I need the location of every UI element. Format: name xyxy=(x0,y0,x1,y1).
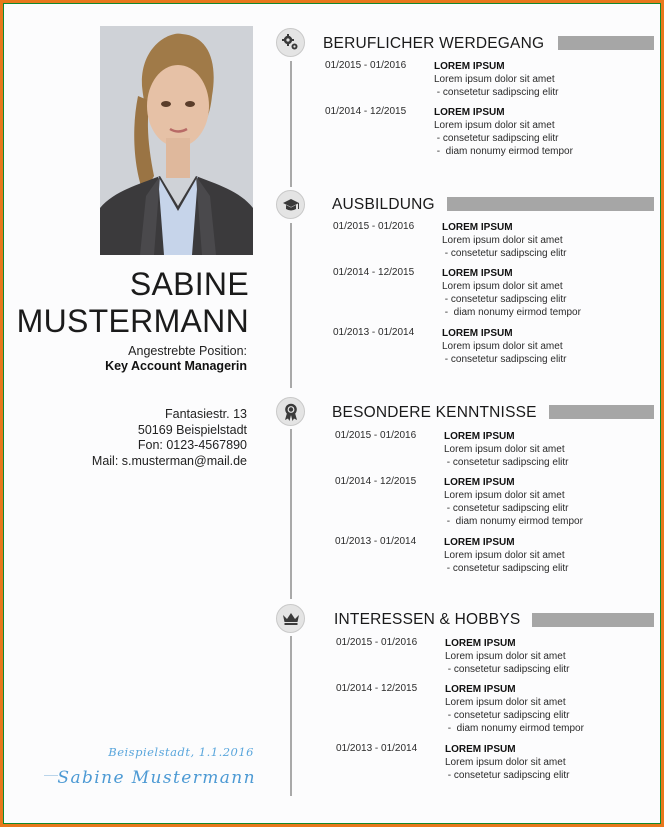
entry-line: Lorem ipsum dolor sit amet xyxy=(444,444,565,455)
entry-line: - diam nonumy eirmod tempor xyxy=(445,723,584,734)
entry-line: - consetetur sadipscing elitr xyxy=(444,563,569,574)
entry-line: - consetetur sadipscing elitr xyxy=(434,87,559,98)
entry-date: 01/2014 - 12/2015 xyxy=(336,683,418,694)
entry-date: 01/2015 - 01/2016 xyxy=(336,637,418,648)
resume-page xyxy=(4,4,660,823)
entry-line: - diam nonumy eirmod tempor xyxy=(444,516,583,527)
phone: Fon: 0123-4567890 xyxy=(137,438,247,452)
signature-place-date: Beispielstadt, 1.1.2016 xyxy=(108,745,254,759)
entry-title: LOREM IPSUM xyxy=(445,684,516,695)
entry-date: 01/2015 - 01/2016 xyxy=(333,221,415,232)
entry-date: 01/2013 - 01/2014 xyxy=(333,327,415,338)
street: Fantasiestr. 13 xyxy=(165,407,247,421)
signature-dash xyxy=(44,775,58,776)
entry-line: - consetetur sadipscing elitr xyxy=(445,770,570,781)
entry-line: - consetetur sadipscing elitr xyxy=(442,294,567,305)
email[interactable]: Mail: s.musterman@mail.de xyxy=(91,453,247,468)
timeline-line xyxy=(290,429,292,599)
entry-line: Lorem ipsum dolor sit amet xyxy=(434,120,555,131)
gears-icon xyxy=(276,28,305,57)
entry-line: Lorem ipsum dolor sit amet xyxy=(434,74,555,85)
entry-date: 01/2014 - 12/2015 xyxy=(335,476,417,487)
signature: Sabine Mustermann xyxy=(57,768,256,788)
first-name: SABINE xyxy=(129,266,249,302)
timeline-line xyxy=(290,223,292,388)
section-title-bar xyxy=(447,197,654,211)
entry-line: Lorem ipsum dolor sit amet xyxy=(445,697,566,708)
entry-title: LOREM IPSUM xyxy=(444,431,515,442)
entry-date: 01/2013 - 01/2014 xyxy=(336,743,418,754)
graduation-cap-icon xyxy=(276,190,305,219)
entry-date: 01/2014 - 12/2015 xyxy=(325,106,407,117)
entry-date: 01/2015 - 01/2016 xyxy=(335,430,417,441)
entry-line: Lorem ipsum dolor sit amet xyxy=(442,281,563,292)
entry-line: Lorem ipsum dolor sit amet xyxy=(445,757,566,768)
entry-line: - diam nonumy eirmod tempor xyxy=(442,307,581,318)
entry-line: Lorem ipsum dolor sit amet xyxy=(444,550,565,561)
last-name: MUSTERMANN xyxy=(16,303,249,339)
entry-line: Lorem ipsum dolor sit amet xyxy=(445,651,566,662)
entry-title: LOREM IPSUM xyxy=(445,744,516,755)
section-title-bar xyxy=(558,36,654,50)
entry-line: - consetetur sadipscing elitr xyxy=(445,664,570,675)
entry-line: - diam nonumy eirmod tempor xyxy=(434,146,573,157)
entry-title: LOREM IPSUM xyxy=(445,638,516,649)
section-title: BERUFLICHER WERDEGANG xyxy=(323,35,545,52)
timeline-line xyxy=(290,61,292,187)
entry-title: LOREM IPSUM xyxy=(444,537,515,548)
section-title-bar xyxy=(532,613,654,627)
entry-line: - consetetur sadipscing elitr xyxy=(444,503,569,514)
entry-line: Lorem ipsum dolor sit amet xyxy=(442,341,563,352)
entry-date: 01/2013 - 01/2014 xyxy=(335,536,417,547)
entry-line: - consetetur sadipscing elitr xyxy=(442,248,567,259)
contact-block xyxy=(92,407,247,469)
entry-line: Lorem ipsum dolor sit amet xyxy=(444,490,565,501)
full-name xyxy=(17,266,249,340)
position-label: Angestrebte Position: xyxy=(128,344,247,358)
entry-line: Lorem ipsum dolor sit amet xyxy=(442,235,563,246)
timeline-line xyxy=(290,636,292,796)
section-title: BESONDERE KENNTNISSE xyxy=(332,404,537,421)
profile-photo xyxy=(100,26,253,255)
entry-line: - consetetur sadipscing elitr xyxy=(444,457,569,468)
entry-line: - consetetur sadipscing elitr xyxy=(442,354,567,365)
entry-line: - consetetur sadipscing elitr xyxy=(445,710,570,721)
entry-date: 01/2014 - 12/2015 xyxy=(333,267,415,278)
entry-title: LOREM IPSUM xyxy=(442,222,513,233)
section-title: AUSBILDUNG xyxy=(332,196,435,213)
city: 50169 Beispielstadt xyxy=(137,422,247,437)
crown-icon xyxy=(276,604,305,633)
award-ribbon-icon xyxy=(276,397,305,426)
position-value: Key Account Managerin xyxy=(105,359,247,373)
section-title: INTERESSEN & HOBBYS xyxy=(334,611,521,628)
entry-line: - consetetur sadipscing elitr xyxy=(434,133,559,144)
entry-title: LOREM IPSUM xyxy=(434,61,505,72)
entry-title: LOREM IPSUM xyxy=(444,477,515,488)
entry-title: LOREM IPSUM xyxy=(442,328,513,339)
entry-title: LOREM IPSUM xyxy=(442,268,513,279)
entry-title: LOREM IPSUM xyxy=(434,107,505,118)
section-title-bar xyxy=(549,405,654,419)
entry-date: 01/2015 - 01/2016 xyxy=(325,60,407,71)
